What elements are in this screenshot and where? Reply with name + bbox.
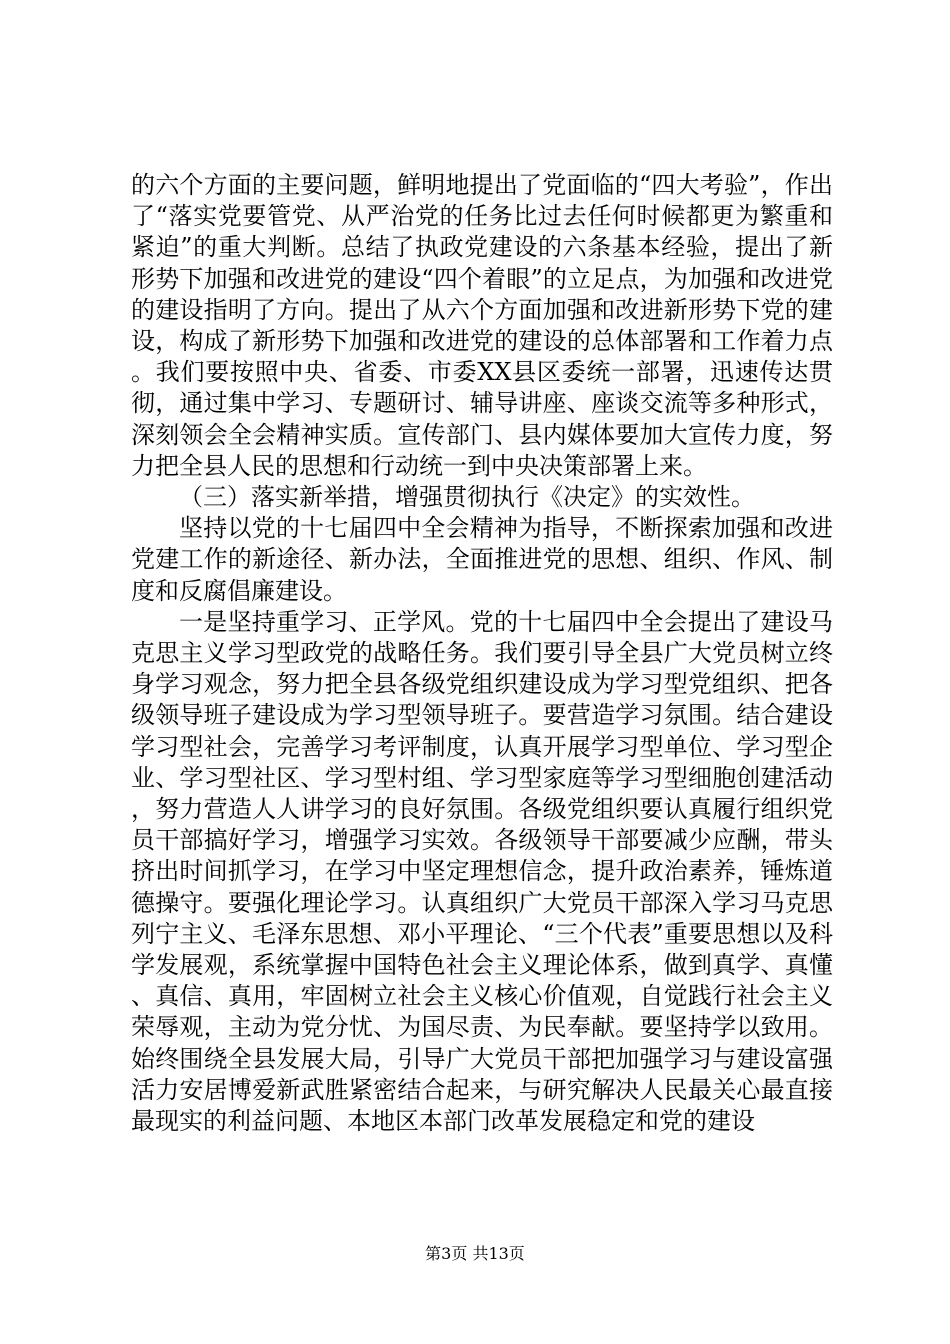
paragraph-2-heading: （三）落实新举措，增强贯彻执行《决定》的实效性。 — [179, 483, 755, 512]
paragraph-1: 的六个方面的主要问题，鲜明地提出了党面临的“四大考验”，作出了“落实党要管党、从严治党的任务比过去任何时候都更为繁重和紧迫”的重大判断。总结了执政党建设的六条基本经验，提出了新形势下加强和改进党的建设“四个着眼”的立足点，为加强和改进党的建设指明了方向。提出了从六个方面加强和改进新形势下党的建设，构成了新形势下加强和改进党的建设的总体部署和工作着力点。我们要按照中央、省委、市委XX县区委统一部署，迅速传达贯彻，通过集中学习、专题研讨、辅导讲座、座谈交流等多种形式，深刻领会全会精神实质。宣传部门、县内媒体要加大宣传力度，努力把全县人民的思想和行动统一到中央决策部署上来。 — [131, 171, 833, 480]
paragraph-3: 坚持以党的十七届四中全会精神为指导，不断探索加强和改进党建工作的新途径、新办法，全面推进党的思想、组织、作风、制度和反腐倡廉建设。 — [131, 514, 833, 605]
page-number-footer: 第3页 共13页 — [425, 1244, 525, 1263]
paragraph-4: 一是坚持重学习、正学风。党的十七届四中全会提出了建设马克思主义学习型政党的战略任务。我们要引导全县广大党员树立终身学习观念，努力把全县各级党组织建设成为学习型党组织、把各级领导班子建设成为学习型领导班子。要营造学习氛围。结合建设学习型社会，完善学习考评制度，认真开展学习型单位、学习型企业、学习型社区、学习型村组、学习型家庭等学习型细胞创建活动，努力营造人人讲学习的良好氛围。各级党组织要认真履行组织党员干部搞好学习，增强学习实效。各级领导干部要减少应酬，带头挤出时间抓学习，在学习中坚定理想信念，提升政治素养，锤炼道德操守。要强化理论学习。认真组织广大党员干部深入学习马克思列宁主义、毛泽东思想、邓小平理论、“三个代表”重要思想以及科学发展观，系统掌握中国特色社会主义理论体系，做到真学、真懂、真信、真用，牢固树立社会主义核心价值观，自觉践行社会主义荣辱观，主动为党分忧、为国尽责、为民奉献。要坚持学以致用。始终围绕全县发展大局，引导广大党员干部把加强学习与建设富强活力安居博爱新武胜紧密结合起来，与研究解决人民最关心最直接最现实的利益问题、本地区本部门改革发展稳定和党的建设 — [131, 607, 833, 1136]
document-body — [131, 170, 833, 1137]
